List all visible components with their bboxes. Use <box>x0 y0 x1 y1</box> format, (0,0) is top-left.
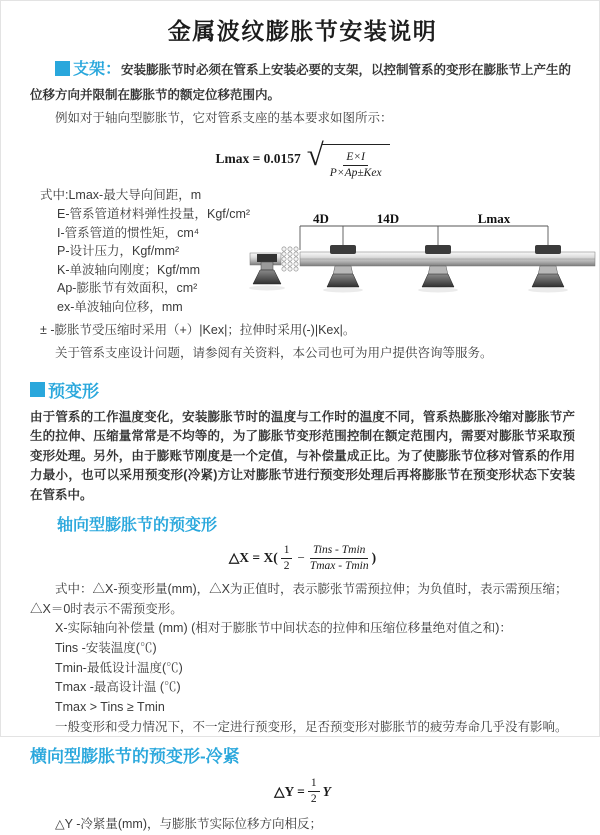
formula-delta-x <box>30 544 575 573</box>
pipe-support-diagram <box>248 212 596 308</box>
section-marker-icon <box>55 61 70 76</box>
minus-operator: − <box>297 550 305 566</box>
definition-item: Ap-膨胀节有效面积，cm² <box>57 281 198 296</box>
square-root <box>307 137 390 180</box>
section-label-support <box>55 61 121 78</box>
fraction-one-half: $\frac{1}{2}$ <box>308 777 320 806</box>
support-intro-text: 安装膨胀节时必须在管系上安装必要的支架，以控制管系的变形在膨胀节上产生的位移方向并限制在膨胀节的额定位移范围内。 <box>30 63 572 102</box>
definition-line: X-实际轴向补偿量 (mm) (相对于膨胀节中间状态的拉伸和压缩位移量绝对值之和)： <box>55 621 512 635</box>
formula-delta-y <box>30 777 575 806</box>
page-title: 金属波纹膨胀节安装说明 <box>167 18 438 44</box>
definition-item: K-单波轴向刚度；Kgf/mm <box>57 262 201 277</box>
radical-sign: √ <box>306 137 324 172</box>
bellows-coils <box>282 247 298 271</box>
predeform-paragraph: 由于管系的工作温度变化，安装膨胀节时的温度与工作时的温度不同，管系热膨胀冷缩对膨胀节产生的拉伸、压缩量常常是不均等的，为了膨胀节变形范围控制在额定范围内，需要对膨胀节采取预变形处理。另外，由于膨账节刚度是一个定值，与补偿量成正比。为了使膨胀节位移对管系的作用力最小，也可以采用预变形(冷紧)方让对膨胀节进行预变形处理后再将膨胀节在预变形状态下安装在管系中。 <box>30 409 575 502</box>
support-label: 支架： <box>73 61 122 78</box>
definition-line: Tmax -最高设计温 (℃) <box>55 680 181 695</box>
formula-delta-y-lhs: △Y = <box>274 783 305 799</box>
delta-y-note: △Y -冷紧量(mm)，与膨胀节实际位移方向相反； <box>55 817 323 832</box>
dim-label-14d: 14D <box>376 211 400 227</box>
fraction-one-half: $\frac{1}{2}$ <box>281 544 293 573</box>
definition-line: Tins -安装温度(℃) <box>55 640 157 655</box>
formula-delta-x-lhs: △X = X( <box>228 550 278 566</box>
section-heading-predeform <box>30 377 575 402</box>
formula-lmax-lhs: Lmax = 0.0157 <box>215 150 301 166</box>
kex-sign-note: ± -膨胀节受压缩时采用（+）|Kex|；拉伸时采用(-)|Kex|。 <box>40 322 356 337</box>
definition-item: E-管系管道材料弹性投量，Kgf/cm² <box>57 207 251 222</box>
dim-label-4d: 4D <box>313 211 329 227</box>
support-example-text: 例如对于轴向型膨胀节，它对管系支座的基本要求如图所示： <box>55 111 393 125</box>
section-marker-icon <box>30 382 45 397</box>
predeform-label: 预变形 <box>48 381 99 401</box>
definition-item: ex-单波轴向位移，mm <box>57 300 183 314</box>
axial-definition-lines <box>30 619 575 738</box>
definition-item: I-管系管道的惯性矩，cm⁴ <box>57 225 200 240</box>
formula-delta-x-rhs: ) <box>371 550 377 566</box>
formula-lmax <box>30 137 575 180</box>
definitions-and-diagram <box>30 186 575 316</box>
definition-line: 一般变形和受力情况下，不一定进行预变形，足否预变形对膨胀节的疲劳寿命几乎没有影响。 <box>55 719 568 734</box>
definition-line: Tmax > Tins ≥ Tmin <box>55 700 165 715</box>
definition-item: P-设计压力，Kgf/mm² <box>57 244 180 259</box>
definition-item: 式中:Lmax-最大导向间距，m <box>40 188 202 203</box>
formula-lmax-fraction: $\frac{E\times I}{\text{P×Ap±Kex}}$ <box>329 151 382 180</box>
definition-line: Tmin-最低设计温度(℃) <box>55 660 183 675</box>
formula-delta-y-rhs: Y <box>322 783 331 799</box>
delta-x-explanation: 式中：△X-预变形量(mm)，△X为正值时，表示膨张节需预拉伸；为负值时，表示需预压缩；△X＝0时表示不需预变形。 <box>30 582 568 616</box>
support-intro-paragraph <box>30 58 575 107</box>
fraction-temperature: $\frac{\text{Tins - Tmin}}{Tmax - Tmin}$ <box>309 543 369 572</box>
service-note: 关于管系支座设计问题，请参阅有关资料，本公司也可为用户提供咨询等服务。 <box>55 345 493 360</box>
lateral-predeform-heading: 横向型膨胀节的预变形-冷紧 <box>30 746 240 766</box>
symbol-definitions-list <box>30 186 282 316</box>
axial-predeform-heading: 轴向型膨胀节的预变形 <box>57 516 218 534</box>
dim-label-lmax: Lmax <box>477 211 511 227</box>
